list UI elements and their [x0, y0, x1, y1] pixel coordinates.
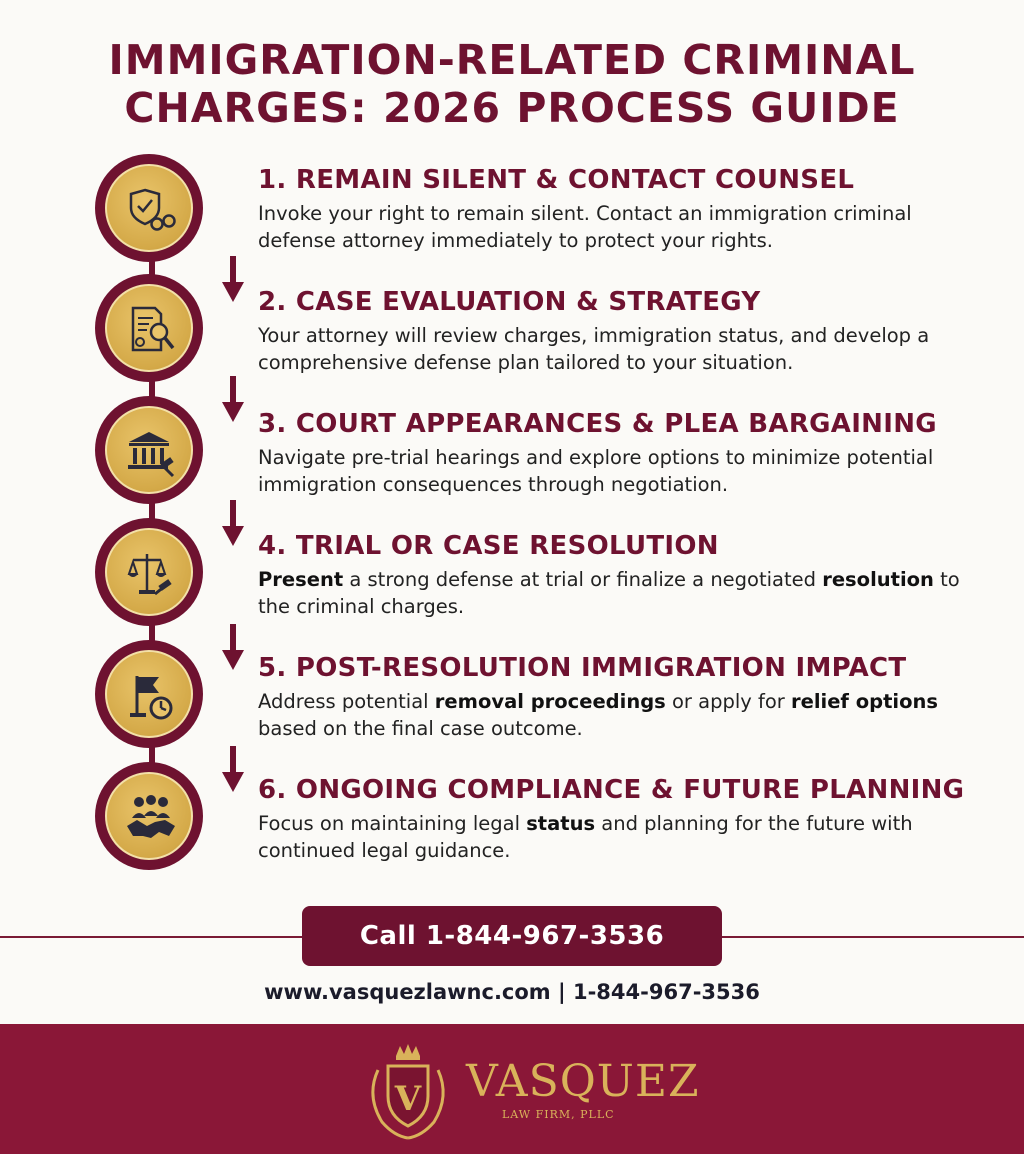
arrow-down-icon — [222, 376, 244, 422]
scales-gavel-icon — [125, 548, 177, 600]
step-3 — [258, 408, 978, 498]
step-heading: 6. ONGOING COMPLIANCE & FUTURE PLANNING — [258, 775, 965, 805]
arrow-down-icon — [222, 500, 244, 546]
arrow-down-icon — [222, 624, 244, 670]
arrow-down-icon — [222, 256, 244, 302]
step-heading: 1. REMAIN SILENT & CONTACT COUNSEL — [258, 165, 855, 195]
step-1 — [258, 164, 978, 254]
contact-info[interactable]: www.vasquezlawnc.com | 1-844-967-3536 — [264, 980, 760, 1004]
divider-left — [0, 936, 302, 938]
step-5-badge — [95, 640, 203, 748]
step-4 — [258, 530, 978, 620]
family-handshake-icon — [125, 792, 177, 844]
divider-right — [722, 936, 1024, 938]
law-firm-logo[interactable] — [356, 1040, 460, 1144]
step-description: Present a strong defense at trial or finalize a negotiated resolution to the criminal charges. — [258, 568, 960, 618]
arrow-down-icon — [222, 746, 244, 792]
step-heading: 2. CASE EVALUATION & STRATEGY — [258, 287, 761, 317]
step-2-badge — [95, 274, 203, 382]
logo-wordmark: VASQUEZ — [466, 1056, 700, 1107]
title-line-2: CHARGES: 2026 PROCESS GUIDE — [124, 84, 900, 132]
step-1-badge — [95, 154, 203, 262]
step-heading: 4. TRIAL OR CASE RESOLUTION — [258, 531, 719, 561]
crest-emblem-icon — [356, 1040, 460, 1144]
flag-clock-icon — [125, 670, 177, 722]
courthouse-gavel-icon — [125, 426, 177, 478]
step-6 — [258, 774, 978, 864]
step-description: Navigate pre-trial hearings and explore options to minimize potential immigration consequences through negotiation. — [258, 446, 934, 496]
step-2 — [258, 286, 978, 376]
step-5 — [258, 652, 978, 742]
page-title — [0, 36, 1024, 132]
step-description: Invoke your right to remain silent. Contact an immigration criminal defense attorney immediately to protect your rights. — [258, 202, 912, 252]
step-heading: 3. COURT APPEARANCES & PLEA BARGAINING — [258, 409, 937, 439]
step-description: Your attorney will review charges, immigration status, and develop a comprehensive defense plan tailored to your situation. — [258, 324, 930, 374]
step-description: Focus on maintaining legal status and planning for the future with continued legal guidance. — [258, 812, 913, 862]
step-6-badge — [95, 762, 203, 870]
emblem-letter: V — [394, 1079, 422, 1119]
logo-subtitle: LAW FIRM, PLLC — [502, 1108, 615, 1121]
step-4-badge — [95, 518, 203, 626]
step-description: Address potential removal proceedings or apply for relief options based on the final case outcome. — [258, 690, 938, 740]
step-3-badge — [95, 396, 203, 504]
title-line-1: IMMIGRATION-RELATED CRIMINAL — [108, 36, 916, 84]
shield-handcuffs-icon — [125, 184, 177, 236]
document-magnifier-icon — [125, 304, 177, 356]
step-heading: 5. POST-RESOLUTION IMMIGRATION IMPACT — [258, 653, 907, 683]
call-button[interactable]: Call 1-844-967-3536 — [302, 906, 722, 966]
